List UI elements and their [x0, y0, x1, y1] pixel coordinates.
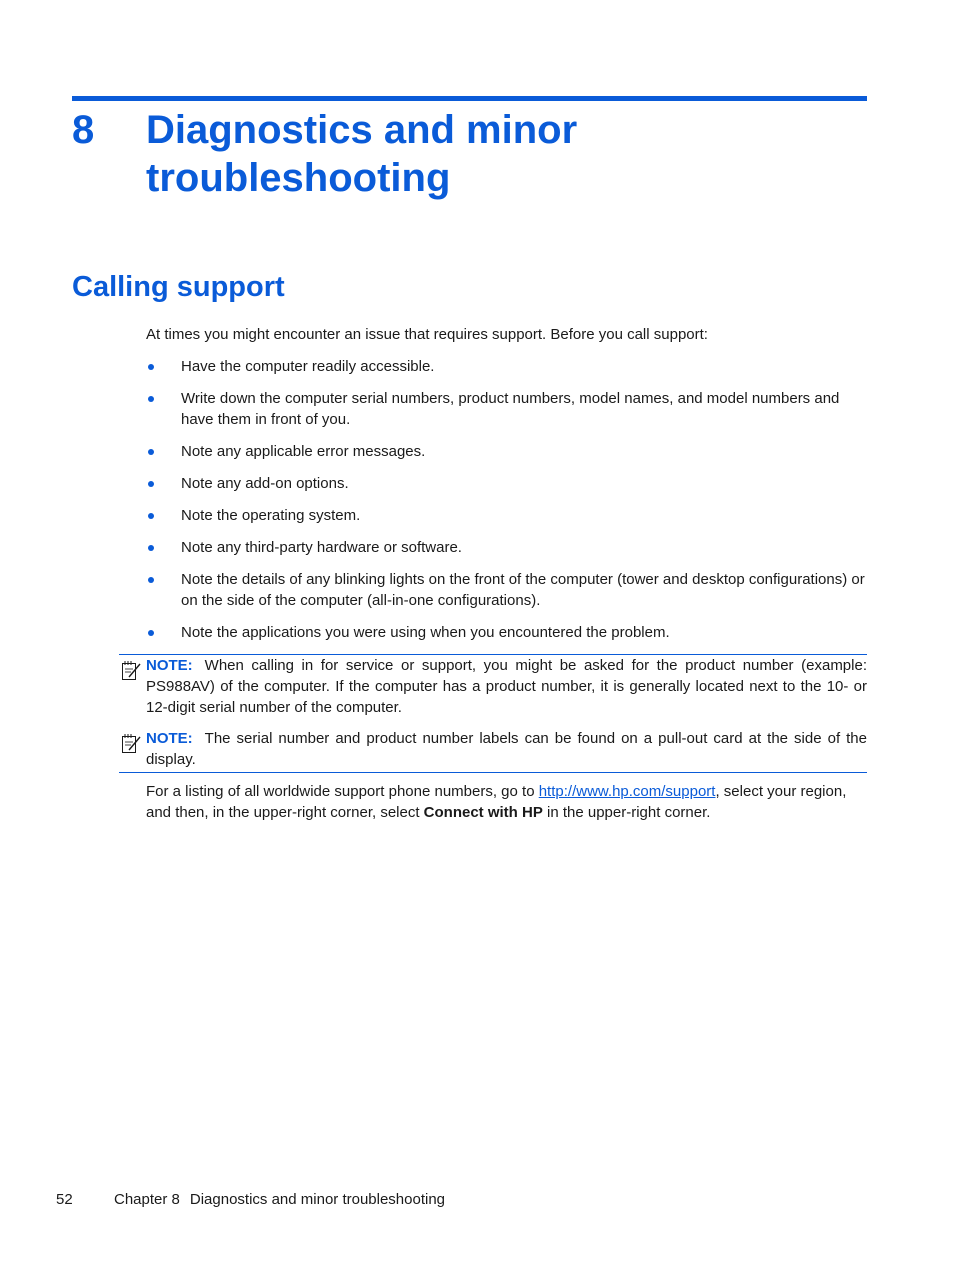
- chapter-rule: [72, 96, 867, 101]
- footer-chapter-ref: Chapter 8: [114, 1191, 180, 1208]
- closing-text-end: in the upper-right corner.: [542, 804, 711, 821]
- list-item-text: Write down the computer serial numbers, product numbers, model names, and model numbers and have them in front of you.: [181, 390, 840, 428]
- chapter-title: Diagnostics and minor troubleshooting: [146, 108, 578, 200]
- chapter-number: 8: [72, 108, 95, 152]
- list-item-text: Have the computer readily accessible.: [181, 358, 435, 375]
- bullet-icon: [148, 364, 154, 370]
- list-item: [146, 473, 866, 494]
- list-item-text: Note any third-party hardware or software.: [181, 539, 462, 556]
- list-item-text: Note any applicable error messages.: [181, 443, 426, 460]
- list-item-text: Note the operating system.: [181, 507, 361, 524]
- list-item: [146, 356, 866, 377]
- list-item-text: Note the details of any blinking lights on the front of the computer (tower and desktop configurations) or on the side of the computer (all-in-one configurations).: [181, 571, 865, 609]
- bullet-icon: [148, 396, 154, 402]
- note-text: When calling in for service or support, you might be asked for the product number (example: PS988AV) of the computer. If the computer has a product number, it is generally located next to the 10- or 12-digit serial number of the computer.: [146, 657, 867, 716]
- section-title: Calling support: [72, 271, 285, 303]
- bullet-icon: [148, 630, 154, 636]
- bullet-icon: [148, 545, 154, 551]
- list-item: [146, 388, 866, 430]
- list-item: [146, 622, 866, 643]
- page-footer: [56, 1189, 445, 1210]
- page-number: 52: [56, 1191, 73, 1208]
- note-product-number: [119, 654, 867, 718]
- note-label: NOTE:: [146, 657, 193, 674]
- bullet-icon: [148, 513, 154, 519]
- list-item: [146, 569, 866, 611]
- note-serial-labels: [119, 728, 867, 773]
- bullet-icon: [148, 481, 154, 487]
- connect-with-hp-label: Connect with HP: [423, 804, 543, 821]
- list-item: [146, 441, 866, 462]
- bullet-icon: [148, 577, 154, 583]
- note-pencil-icon: [121, 659, 141, 681]
- hp-support-link[interactable]: http://www.hp.com/support: [538, 783, 716, 800]
- list-item: [146, 537, 866, 558]
- bullet-icon: [148, 449, 154, 455]
- intro-paragraph: At times you might encounter an issue that requires support. Before you call support:: [146, 326, 708, 343]
- note-pencil-icon: [121, 732, 141, 754]
- closing-text-start: For a listing of all worldwide support phone numbers, go to: [146, 783, 539, 800]
- checklist: [146, 356, 866, 654]
- list-item-text: Note the applications you were using when you encountered the problem.: [181, 624, 670, 641]
- list-item-text: Note any add-on options.: [181, 475, 349, 492]
- note-text: The serial number and product number labels can be found on a pull-out card at the side of the display.: [146, 730, 867, 768]
- closing-text-middle: , select your region, and then, in the upper-right corner, select: [146, 783, 847, 821]
- support-paragraph: [146, 781, 866, 823]
- note-label: NOTE:: [146, 730, 193, 747]
- footer-chapter-title: Diagnostics and minor troubleshooting: [189, 1191, 446, 1208]
- list-item: [146, 505, 866, 526]
